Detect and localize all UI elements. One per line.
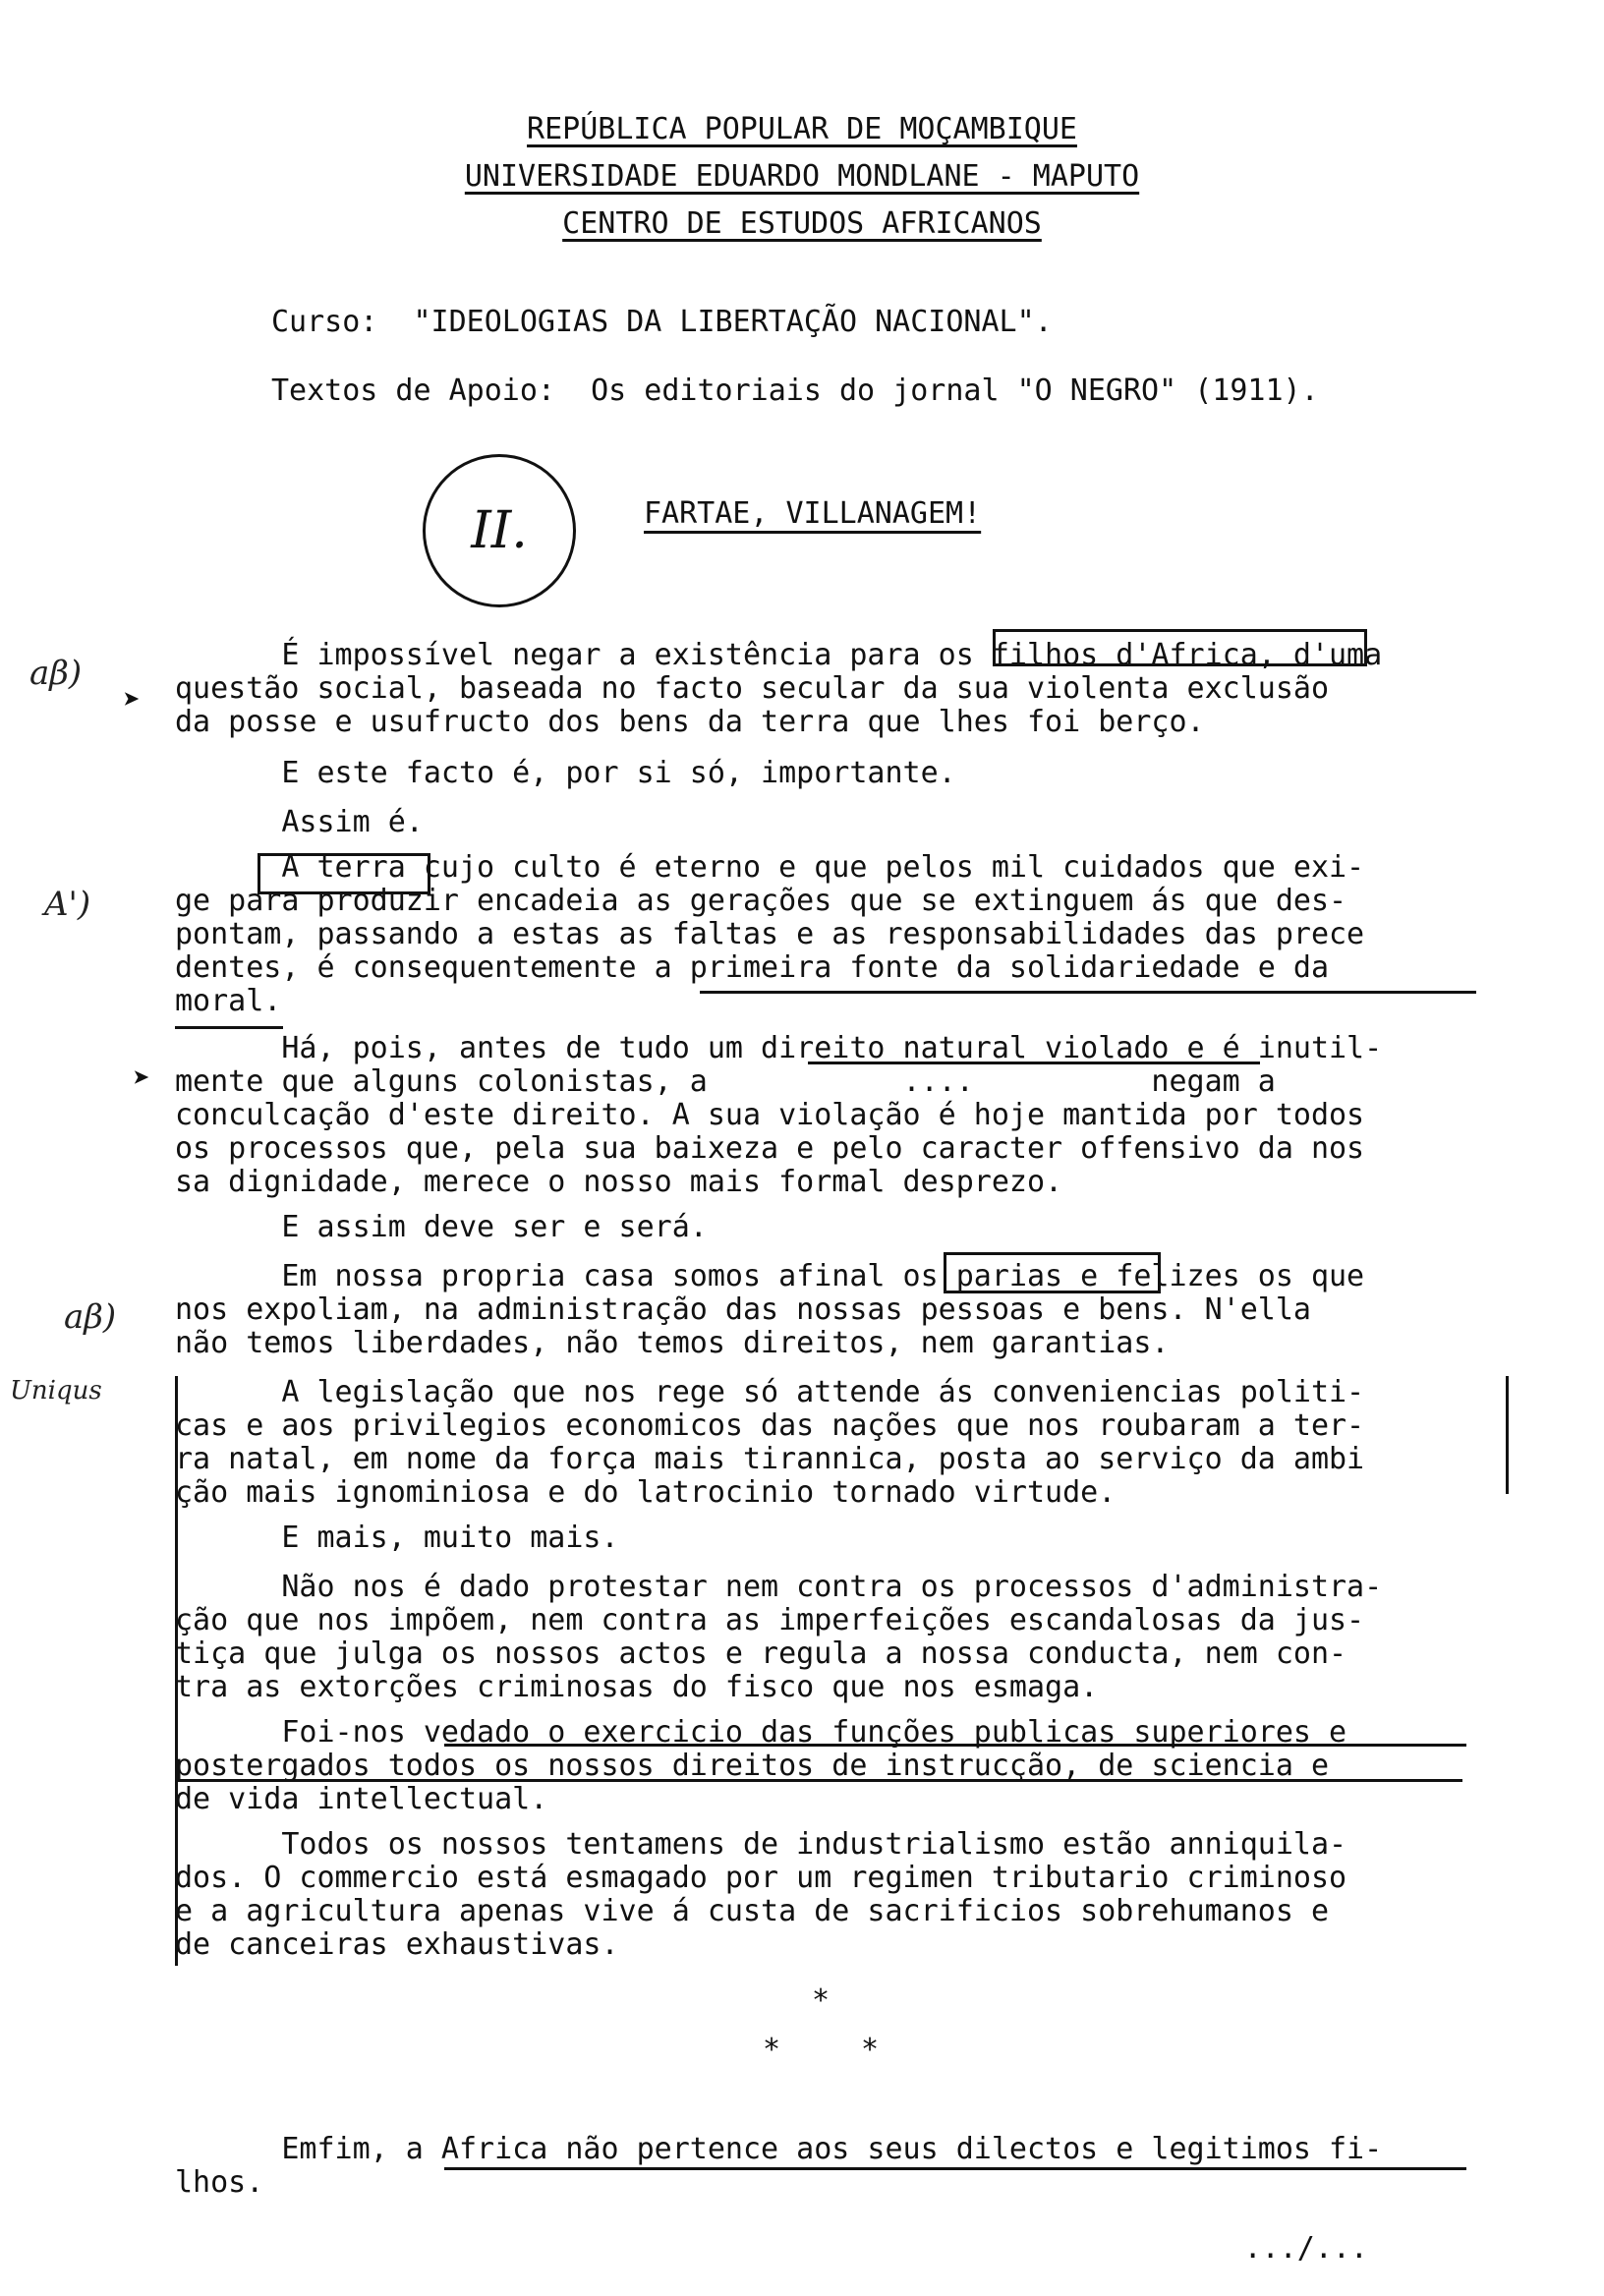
paragraph-5: Há, pois, antes de tudo um direito natural violado e é inutil- mente que alguns colonistas, a .... negam a conculcação d'este direito. A sua violação é hoje mantida por todos os processos que, pela sua baixeza e pelo caracter offensivo da nos sa dignidade, merece o nosso mais formal desprezo. [175, 1031, 1383, 1199]
underline-mark [808, 1062, 1260, 1064]
box-mark [258, 853, 430, 894]
course-line: Curso: "IDEOLOGIAS DA LIBERTAÇÃO NACIONAL". [271, 305, 1053, 339]
arrow-icon: ➤ [133, 1062, 151, 1096]
paragraph-13: Emfim, a Africa não pertence aos seus dilectos e legitimos fi- lhos. [175, 2132, 1383, 2200]
separator-star: * [763, 2033, 781, 2067]
header-line-2: UNIVERSIDADE EDUARDO MONDLANE - MAPUTO [464, 159, 1140, 194]
underline-mark [175, 1026, 283, 1029]
separator-star: * [861, 2033, 880, 2067]
separator-star: * [812, 1983, 831, 2018]
margin-note-1: aβ) [29, 654, 83, 693]
paragraph-3: Assim é. [175, 805, 424, 839]
paragraph-8: A legislação que nos rege só attende ás conveniencias politi- cas e aos privilegios economicos das nações que nos roubaram a ter- ra natal, em nome da força mais tirannica, posta ao serviço da ambi ção mais ignominiosa e do latrocinio tornado virtude. [175, 1375, 1365, 1510]
margin-bracket [1506, 1376, 1509, 1494]
paragraph-1: É impossível negar a existência para os filhos d'Africa, d'uma questão social, baseada no facto secular da sua violenta exclusão da posse e usufructo dos bens da terra que lhes foi berço. [175, 638, 1383, 739]
underline-mark [444, 1744, 1466, 1747]
box-mark [993, 629, 1367, 666]
paragraph-9: E mais, muito mais. [175, 1521, 619, 1555]
roman-numeral-mark: II. [423, 454, 576, 607]
paragraph-6: E assim deve ser e será. [175, 1210, 708, 1244]
document-header [0, 106, 1604, 248]
box-mark [944, 1252, 1161, 1293]
margin-note-4: Uniqus [10, 1376, 102, 1406]
paragraph-12: Todos os nossos tentamens de industrialismo estão anniquila- dos. O commercio está esmagado por um regimen tributario criminoso e a agricultura apenas vive á custa de sacrificios sobrehumanos e de canceiras exhaustivas. [175, 1827, 1347, 1962]
editorial-title: FARTAE, VILLANAGEM! [644, 496, 982, 531]
support-texts-line: Textos de Apoio: Os editoriais do jornal "O NEGRO" (1911). [271, 373, 1319, 408]
header-line-3: CENTRO DE ESTUDOS AFRICANOS [562, 206, 1042, 241]
paragraph-2: E este facto é, por si só, importante. [175, 756, 956, 790]
paragraph-7: Em nossa propria casa somos afinal os parias e felizes os que nos expoliam, na administração das nossas pessoas e bens. N'ella não temos liberdades, não temos direitos, nem garantias. [175, 1259, 1365, 1360]
margin-note-3: aβ) [64, 1297, 117, 1337]
header-line-1: REPÚBLICA POPULAR DE MOÇAMBIQUE [527, 112, 1077, 146]
margin-note-2: A') [44, 885, 91, 924]
paragraph-4: A terra cujo culto é eterno e que pelos mil cuidados que exi- ge para produzir encadeia as gerações que se extinguem ás que des- pontam, passando a estas as faltas e as responsabilidades das prece dentes, é consequentemente a primeira fonte da solidariedade e da moral. [175, 850, 1365, 1018]
paragraph-11: Foi-nos vedado o exercicio das funções publicas superiores e postergados todos os nossos direitos de instrucção, de sciencia e de vida intellectual. [175, 1715, 1347, 1816]
underline-mark [444, 2167, 1466, 2170]
underline-mark [175, 1779, 1462, 1782]
margin-bracket [175, 1376, 178, 1966]
underline-mark [700, 991, 1476, 994]
continuation-mark: .../... [1243, 2231, 1368, 2266]
arrow-icon: ➤ [123, 683, 142, 718]
paragraph-10: Não nos é dado protestar nem contra os processos d'administra- ção que nos impõem, nem contra as imperfeições escandalosas da jus- tiça que julga os nossos actos e regula a nossa conducta, nem con- tra as extorções criminosas do fisco que nos esmaga. [175, 1570, 1383, 1704]
